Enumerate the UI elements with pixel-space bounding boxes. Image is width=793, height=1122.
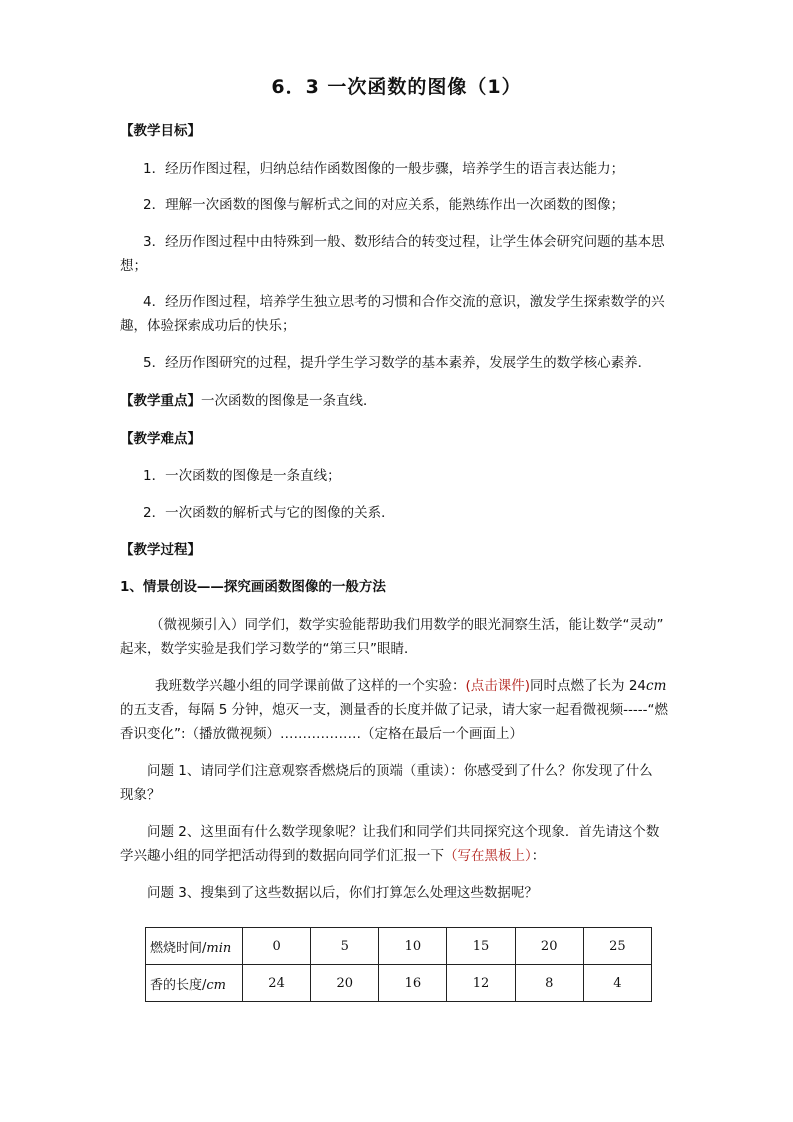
difficulty-item-2: 2．一次函数的解析式与它的图像的关系． — [143, 505, 395, 521]
table-cell: 12 — [447, 965, 515, 1002]
goal-item-1: 1．经历作图过程，归纳总结作函数图像的一般步骤，培养学生的语言表达能力； — [143, 161, 625, 177]
paragraph-2-line-1 — [155, 675, 666, 697]
click-courseware-note: (点击课件) — [465, 678, 531, 694]
table-cell: 20 — [515, 928, 583, 965]
goal-item-5: 5．经历作图研究的过程，提升学生学习数学的基本素养，发展学生的数学核心素养． — [143, 355, 652, 371]
goal-item-2: 2．理解一次函数的图像与解析式之间的对应关系，能熟练作出一次函数的图像； — [143, 197, 625, 213]
paragraph-2-text-b: 同时点燃了长为 24 — [530, 678, 647, 694]
table-cell: 25 — [583, 928, 651, 965]
goal-item-4: 4．经历作图过程，培养学生独立思考的习惯和合作交流的意识，激发学生探索数学的兴 — [143, 294, 665, 310]
table-cell: 5 — [311, 928, 379, 965]
goal-item-3-cont: 想； — [120, 258, 147, 274]
key-point-line — [120, 390, 377, 412]
table-cell: 16 — [379, 965, 447, 1002]
paragraph-1-line-2: 起来，数学实验是我们学习数学的“第三只”眼睛． — [120, 641, 418, 657]
table-row-length — [146, 965, 652, 1002]
goal-item-4-cont: 趣，体验探索成功后的快乐； — [120, 318, 296, 334]
process-heading: 【教学过程】 — [120, 542, 201, 558]
table-cell: 15 — [447, 928, 515, 965]
question-2-text-a: 学兴趣小组的同学把活动得到的数据向同学们汇报一下 — [120, 848, 444, 864]
paragraph-1-line-1: （微视频引入）同学们，数学实验能帮助我们用数学的眼光洞察生活，能让数学“灵动” — [150, 617, 664, 633]
paragraph-2-text-a: 我班数学兴趣小组的同学课前做了这样的一个实验： — [155, 678, 466, 694]
question-2-line-1: 问题 2、这里面有什么数学现象呢？让我们和同学们共同探究这个现象．首先请这个数 — [147, 824, 660, 840]
table-cell: 4 — [583, 965, 651, 1002]
row-label-time: 燃烧时间/min — [146, 928, 243, 965]
paragraph-2-line-3: 香识变化”:（播放微视频）………………（定格在最后一个画面上） — [120, 726, 524, 742]
question-3: 问题 3、搜集到了这些数据以后，你们打算怎么处理这些数据呢？ — [147, 885, 538, 901]
key-point-heading: 【教学重点】 — [120, 393, 201, 409]
difficulty-item-1: 1．一次函数的图像是一条直线； — [143, 468, 341, 484]
section-1-heading: 1、情景创设——探究画函数图像的一般方法 — [120, 579, 386, 595]
unit-cm: cm — [646, 678, 667, 694]
write-on-board-note: （写在黑板上） — [444, 848, 532, 864]
goals-heading: 【教学目标】 — [120, 123, 201, 139]
goal-item-3: 3．经历作图过程中由特殊到一般、数形结合的转变过程，让学生体会研究问题的基本思 — [143, 234, 665, 250]
difficulty-heading: 【教学难点】 — [120, 431, 201, 447]
document-title: 6．3 一次函数的图像（1） — [271, 76, 522, 98]
table-cell: 24 — [243, 965, 311, 1002]
question-2-line-2 — [120, 845, 545, 867]
paragraph-2-line-2: 的五支香，每隔 5 分钟，熄灭一支，测量香的长度并做了记录，请大家一起看微视频-----“燃 — [120, 702, 669, 718]
key-point-text: 一次函数的图像是一条直线． — [201, 393, 377, 409]
burning-data-table — [145, 927, 652, 1002]
table-cell: 10 — [379, 928, 447, 965]
table-row-time — [146, 928, 652, 965]
question-2-text-b: ： — [531, 848, 546, 864]
table-cell: 0 — [243, 928, 311, 965]
row-label-length: 香的长度/cm — [146, 965, 243, 1002]
question-1-line-2: 现象？ — [120, 787, 161, 803]
table-cell: 8 — [515, 965, 583, 1002]
question-1-line-1: 问题 1、请同学们注意观察香燃烧后的顶端（重读）：你感受到了什么？你发现了什么 — [147, 763, 653, 779]
table-cell: 20 — [311, 965, 379, 1002]
